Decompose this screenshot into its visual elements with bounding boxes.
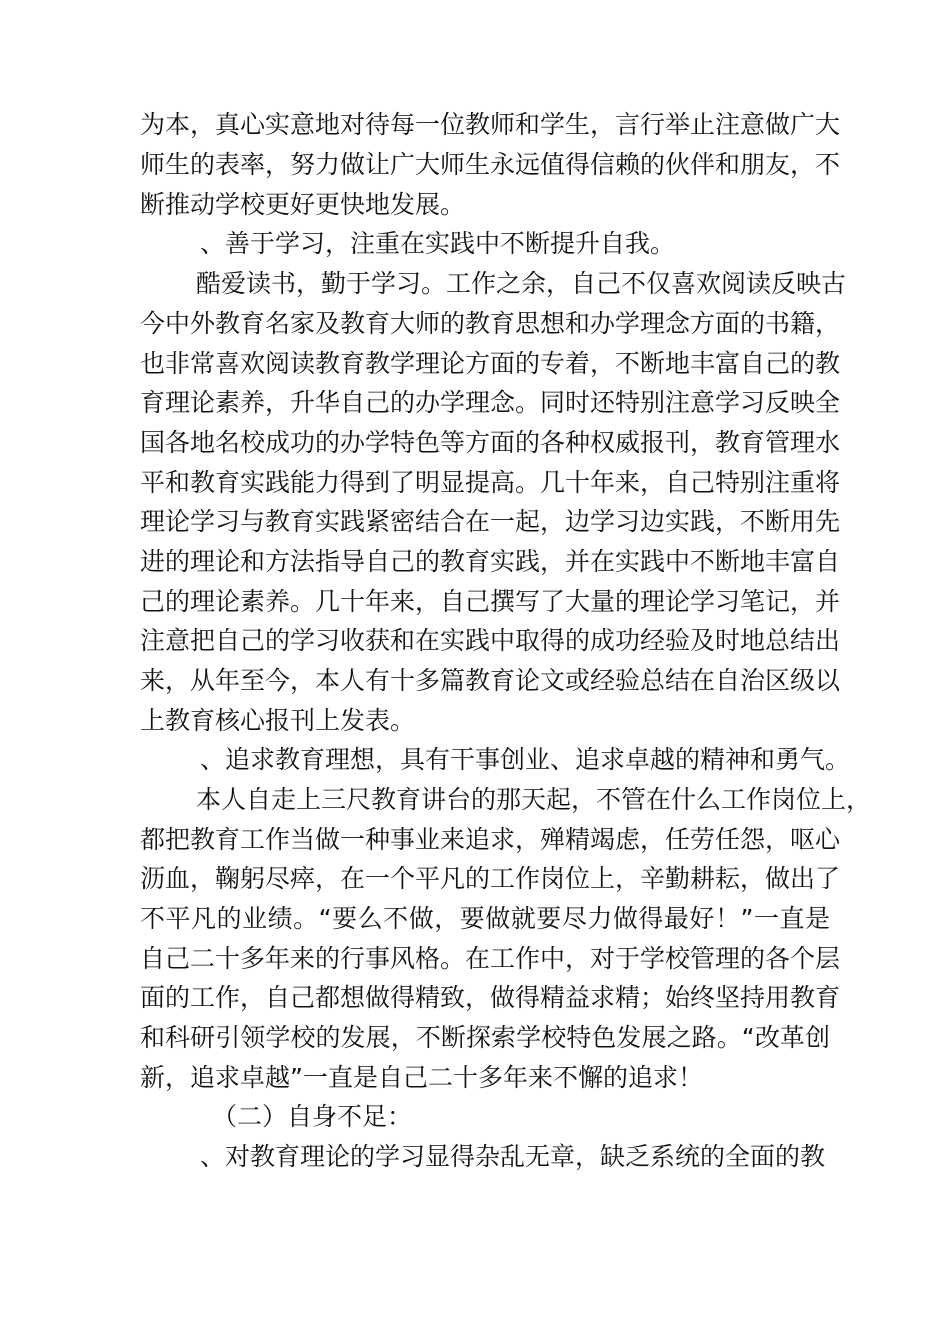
section-heading: 、追求教育理想，具有干事创业、追求卓越的精神和勇气。: [200, 745, 851, 774]
text-line: 不平凡的业绩。“要么不做，要做就要尽力做得最好！”一直是: [140, 904, 830, 933]
text-line: 断推动学校更好更快地发展。: [140, 190, 466, 219]
text-line: 也非常喜欢阅读教育教学理论方面的专着，不断地丰富自己的教: [140, 349, 841, 378]
text-line: 都把教育工作当做一种事业来追求，殚精竭虑，任劳任怨，呕心: [140, 825, 841, 854]
text-line: 注意把自己的学习收获和在实践中取得的成功经验及时地总结出: [140, 626, 841, 655]
text-line: 平和教育实践能力得到了明显提高。几十年来，自己特别注重将: [140, 468, 841, 497]
text-line: 为本，真心实意地对待每一位教师和学生，言行举止注意做广大: [140, 110, 841, 139]
text-line: 、对教育理论的学习显得杂乱无章，缺乏系统的全面的教: [200, 1142, 826, 1171]
text-line: 和科研引领学校的发展，不断探索学校特色发展之路。“改革创: [140, 1023, 830, 1052]
text-line: 上教育核心报刊上发表。: [140, 706, 416, 735]
text-line: 本人自走上三尺教育讲台的那天起，不管在什么工作岗位上，: [196, 785, 872, 814]
text-line: 理论学习与教育实践紧密结合在一起，边学习边实践，不断用先: [140, 507, 841, 536]
text-line: 面的工作，自己都想做得精致，做得精益求精；始终坚持用教育: [140, 983, 841, 1012]
text-line: 育理论素养，升华自己的办学理念。同时还特别注意学习反映全: [140, 388, 841, 417]
section-heading: 、善于学习，注重在实践中不断提升自我。: [200, 229, 676, 258]
text-line: 师生的表率，努力做让广大师生永远值得信赖的伙伴和朋友，不: [140, 150, 841, 179]
text-line: 来，从年至今，本人有十多篇教育论文或经验总结在自治区级以: [140, 666, 841, 695]
text-line: 新，追求卓越”一直是自己二十多年来不懈的追求！: [140, 1063, 703, 1092]
text-line: 酷爱读书，勤于学习。工作之余，自己不仅喜欢阅读反映古: [196, 269, 847, 298]
text-line: 国各地名校成功的办学特色等方面的各种权威报刊，教育管理水: [140, 428, 841, 457]
section-heading: （二）自身不足：: [212, 1102, 413, 1131]
text-line: 今中外教育名家及教育大师的教育思想和办学理念方面的书籍，: [140, 309, 841, 338]
text-line: 己的理论素养。几十年来，自己撰写了大量的理论学习笔记，并: [140, 587, 841, 616]
text-line: 自己二十多年来的行事风格。在工作中，对于学校管理的各个层: [140, 944, 841, 973]
text-line: 进的理论和方法指导自己的教育实践，并在实践中不断地丰富自: [140, 547, 841, 576]
text-line: 沥血，鞠躬尽瘁，在一个平凡的工作岗位上，辛勤耕耘，做出了: [140, 864, 841, 893]
